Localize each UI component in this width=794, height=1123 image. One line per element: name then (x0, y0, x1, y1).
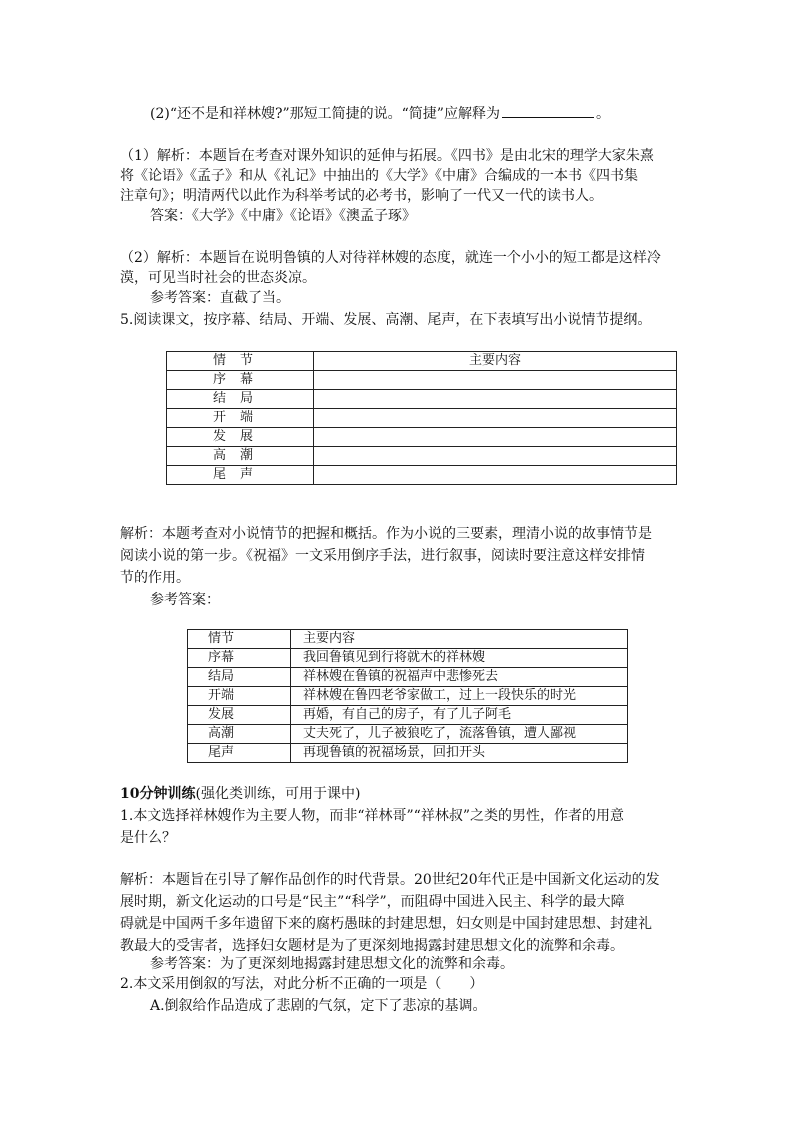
table-row (167, 447, 677, 466)
table-row (167, 371, 677, 390)
table-row (188, 668, 628, 687)
analysis-3-line-1: 解析：本题考查对小说情节的把握和概括。作为小说的三要素，理清小说的故事情节是 (120, 526, 652, 542)
row-content: 丈夫死了，儿子被狼吃了，流落鲁镇，遭人鄙视 (291, 725, 628, 744)
analysis-1-answer: 答案：《大学》《中庸》《论语》《澳孟子琢》 (150, 208, 416, 224)
table-row (188, 706, 628, 725)
header-plot: 情节 (167, 352, 314, 371)
row-label: 尾声 (167, 466, 314, 485)
analysis-1-line-1: （1）解析：本题旨在考查对课外知识的延伸与拓展。《四书》是由北宋的理学大家朱熹 (120, 148, 654, 164)
row-label: 结局 (167, 390, 314, 409)
row-label: 尾声 (188, 744, 291, 763)
empty-cell[interactable] (314, 371, 677, 390)
training-a1-line-3: 碍就是中国两千多年遗留下来的腐朽愚昧的封建思想，妇女则是中国封建思想、封建礼 (120, 916, 652, 932)
row-label: 发展 (167, 428, 314, 447)
row-content: 再现鲁镇的祝福场景，回扣开头 (291, 744, 628, 763)
row-label: 序幕 (188, 649, 291, 668)
table-row (188, 687, 628, 706)
training-a1-line-4: 教最大的受害者，选择妇女题材是为了更深刻地揭露封建思想文化的流弊和余毒。 (120, 938, 624, 954)
table-row (167, 428, 677, 447)
row-content: 祥林嫂在鲁镇的祝福声中悲惨死去 (291, 668, 628, 687)
plot-outline-table-empty (166, 351, 677, 485)
row-label: 开端 (188, 687, 291, 706)
analysis-1-line-3: 注章句》；明清两代以此作为科举考试的必考书，影响了一代又一代的读书人。 (120, 188, 603, 204)
header-content: 主要内容 (314, 352, 677, 371)
header-plot: 情节 (188, 630, 291, 649)
empty-cell[interactable] (314, 390, 677, 409)
training-q1-line-1: 1.本文选择祥林嫂作为主要人物，而非“祥林哥”“祥林叔”之类的男性，作者的用意 (120, 808, 624, 824)
empty-cell[interactable] (314, 466, 677, 485)
training-q1-line-2: 是什么？ (120, 830, 176, 846)
training-q2: 2.本文采用倒叙的写法，对此分析不正确的一项是（ ） (120, 976, 484, 992)
training-title-bold: 10分钟训练 (120, 786, 196, 802)
row-label: 开端 (167, 409, 314, 428)
answer-blank (502, 103, 594, 118)
row-label: 序幕 (167, 371, 314, 390)
table-header-row (188, 630, 628, 649)
analysis-3-answer: 参考答案： (150, 592, 220, 608)
training-title-rest: (强化类训练，可用于课中) (195, 786, 361, 802)
training-a1-line-1: 解析：本题旨在引导了解作品创作的时代背景。20世纪20年代正是中国新文化运动的发 (120, 872, 660, 888)
analysis-3-line-3: 节的作用。 (120, 570, 190, 586)
training-title (120, 784, 360, 805)
analysis-2-answer: 参考答案：直截了当。 (150, 290, 290, 306)
training-a1-line-2: 展时期，新文化运动的口号是“民主”“科学”，而阻碍中国进入民主、科学的最大障 (120, 894, 625, 910)
question-2-end: 。 (595, 106, 610, 122)
row-content: 祥林嫂在鲁四老爷家做工，过上一段快乐的时光 (291, 687, 628, 706)
question-2-text: (2)“还不是和祥林嫂?”那短工简捷的说。“简捷”应解释为 (150, 106, 500, 122)
training-q2-option-a: A.倒叙给作品造成了悲剧的气氛，定下了悲凉的基调。 (150, 998, 487, 1014)
row-label: 高潮 (167, 447, 314, 466)
empty-cell[interactable] (314, 409, 677, 428)
analysis-2-line-1: （2）解析：本题旨在说明鲁镇的人对待祥林嫂的态度，就连一个小小的短工都是这样冷 (120, 250, 661, 266)
analysis-1-line-2: 将《论语》《孟子》和从《礼记》中抽出的《大学》《中庸》合编成的一本书《四书集 (120, 168, 638, 184)
row-label: 结局 (188, 668, 291, 687)
question-5: 5.阅读课文，按序幕、结局、开端、发展、高潮、尾声，在下表填写出小说情节提纲。 (120, 312, 652, 328)
table-row (167, 466, 677, 485)
row-content: 我回鲁镇见到行将就木的祥林嫂 (291, 649, 628, 668)
analysis-3-line-2: 阅读小说的第一步。《祝福》一文采用倒序手法，进行叙事，阅读时要注意这样安排情 (120, 548, 645, 564)
analysis-2-line-2: 漠，可见当时社会的世态炎凉。 (120, 270, 316, 286)
plot-outline-table-answer (187, 629, 628, 763)
training-a1-answer: 参考答案：为了更深刻地揭露封建思想文化的流弊和余毒。 (150, 956, 514, 972)
table-header-row (167, 352, 677, 371)
header-content: 主要内容 (291, 630, 628, 649)
row-label: 高潮 (188, 725, 291, 744)
table-row (188, 744, 628, 763)
row-label: 发展 (188, 706, 291, 725)
table-row (188, 725, 628, 744)
question-2-line (150, 103, 610, 125)
row-content: 再婚，有自己的房子，有了儿子阿毛 (291, 706, 628, 725)
table-row (188, 649, 628, 668)
table-row (167, 409, 677, 428)
empty-cell[interactable] (314, 428, 677, 447)
empty-cell[interactable] (314, 447, 677, 466)
table-row (167, 390, 677, 409)
